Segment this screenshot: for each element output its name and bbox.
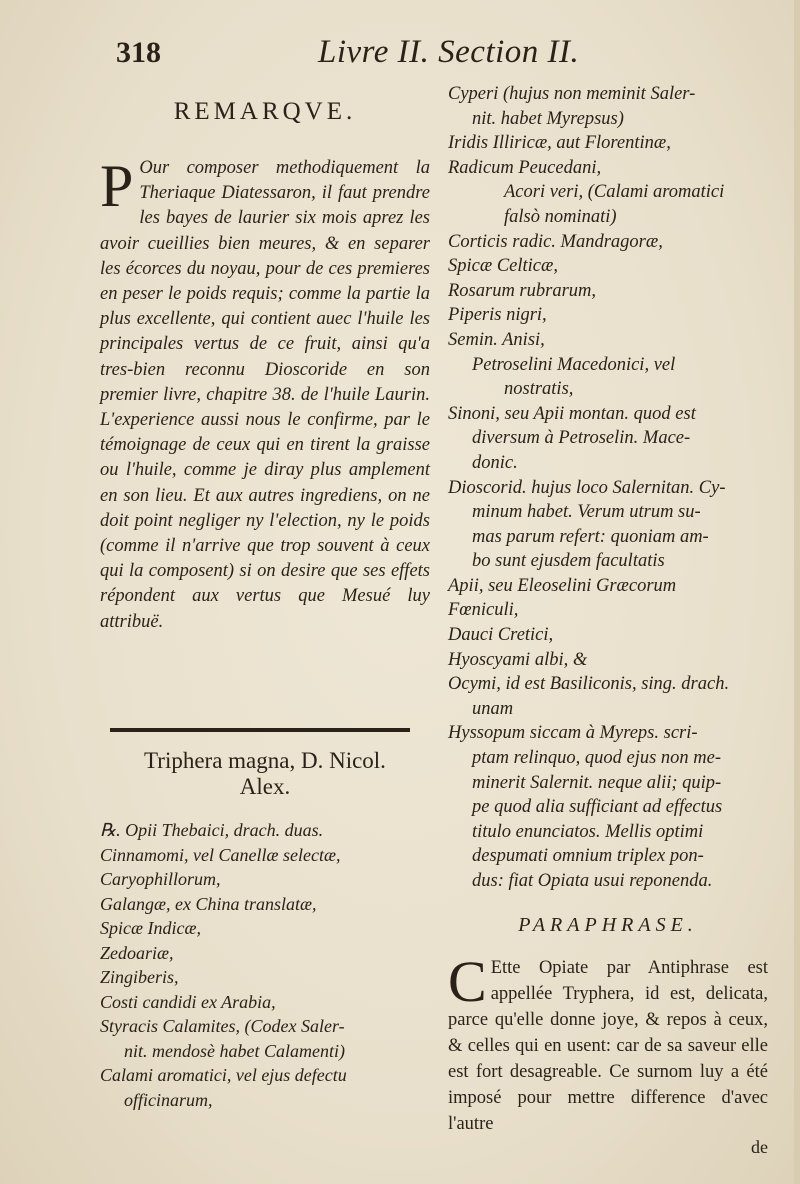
ingredient-line: Zedoariæ, [100, 942, 174, 963]
paraphrase-dropcap: C [448, 948, 487, 1014]
catchword: de [751, 1136, 768, 1157]
ingredient-line: minum habet. Verum utrum su- [472, 502, 701, 523]
right-column [448, 82, 768, 1158]
remarque-dropcap: P [100, 153, 134, 219]
ingredient-line: falsò nominati) [504, 206, 617, 227]
ingredient-line: nit. habet Myrepsus) [472, 108, 624, 129]
running-title: Livre II. Section II. [318, 34, 580, 70]
ingredient-line: Fœniculi, [448, 600, 519, 621]
ingredient-line: Petroselini Macedonici, vel [472, 354, 676, 375]
ingredient-line: bo sunt ejusdem facultatis [472, 551, 665, 572]
paraphrase-paragraph [448, 948, 768, 1137]
ingredient-line: Galangæ, ex China translatæ, [100, 893, 317, 914]
recipe-section [100, 748, 430, 1112]
paraphrase-heading: PARAPHRASE. [518, 913, 698, 936]
ingredient-line: officinarum, [124, 1089, 213, 1110]
page-edge [794, 0, 800, 1184]
ingredient-line: pe quod alia sufficiant ad effectus [472, 797, 723, 818]
ingredient-line: despumati omnium triplex pon- [472, 846, 704, 867]
ingredient-line: Apii, seu Eleoselini Græcorum [448, 575, 677, 596]
ingredient-line: Zingiberis, [100, 967, 179, 987]
ingredient-line: minerit Salernit. neque alii; quip- [472, 772, 722, 793]
ingredient-line: Semin. Anisi, [448, 329, 545, 350]
ingredient-line: titulo enunciatos. Mellis optimi [472, 821, 704, 842]
ingredient-line: donic. [472, 452, 518, 473]
ingredient-line: Spicæ Celticæ, [448, 256, 558, 277]
recipe-title-line2: Alex. [239, 774, 291, 799]
ingredient-line: Rosarum rubrarum, [448, 280, 597, 301]
ingredient-line: Costi candidi ex Arabia, [100, 991, 276, 1012]
page-number: 318 [116, 36, 161, 69]
ingredient-line: dus: fiat Opiata usui reponenda. [472, 871, 713, 891]
ingredient-line: diversum à Petroselin. Mace- [472, 428, 691, 449]
ingredient-list-left [100, 818, 430, 1112]
ingredient-line: Sinoni, seu Apii montan. quod est [448, 403, 696, 424]
ingredient-line: ℞. Opii Thebaici, drach. duas. [100, 820, 324, 840]
paraphrase-text: Ette Opiate par Antiphrase est appellée Tryphera, id est, delicata, parce qu'elle donne joye, & repos à ceux, & celles qui en usent: car de sa saveur elle est fort desagreable. Ce surnom luy a été imposé pour mettre difference d'avec l'autre [448, 957, 768, 1134]
ingredient-line: Hyoscyami albi, & [448, 649, 588, 670]
ingredient-line: ptam relinquo, quod ejus non me- [472, 748, 722, 769]
left-column [100, 92, 430, 635]
ingredient-line: Spicæ Indicæ, [100, 918, 201, 938]
ingredient-line: Corticis radic. Mandragoræ, [448, 231, 663, 252]
ingredient-line: Dioscorid. hujus loco Salernitan. Cy- [448, 477, 726, 498]
remarque-text: Our composer methodiquement la Theriaque Diatessaron, il faut prendre les bayes de laurier six mois aprez les avoir cueillies bien meures, & en separer les écorces du noyau, pour de ces premieres en peser le poids requis; comme la partie la plus excellente, qui contient auec l'huile les principales vertus de ce fruit, ainsi qu'a tres-bien reconnu Dioscoride en son premier livre, chapitre 38. de l'huile Laurin. L'experience aussi nous le confirme, par le témoignage de ceux qui en tirent la graisse ou l'huile, comme je diray plus amplement en son lieu. Et aux autres ingrediens, on ne doit point negliger ny l'election, ny le poids (comme il n'arrive que trop souvent à ceux qui la composent) si on desire que ses effets répondent aux vertus que Mesué luy attribuë. [100, 158, 430, 632]
section-divider-rule [110, 728, 410, 732]
ingredient-line: Dauci Cretici, [448, 625, 554, 646]
ingredient-line: Iridis Illiricæ, aut Florentinæ, [448, 133, 671, 154]
ingredient-line: Cyperi (hujus non meminit Saler- [448, 84, 696, 104]
ingredient-line: Caryophillorum, [100, 869, 221, 889]
ingredient-line: Calami aromatici, vel ejus defectu [100, 1065, 347, 1085]
ingredient-line: Ocymi, id est Basiliconis, sing. drach. [448, 674, 730, 695]
remarque-paragraph [100, 153, 430, 635]
ingredient-line: nit. mendosè habet Calamenti) [124, 1040, 345, 1061]
remarque-heading: REMARQVE. [173, 98, 357, 125]
ingredient-line: nostratis, [504, 379, 574, 400]
ingredient-line: Piperis nigri, [448, 305, 547, 326]
ingredient-line: Cinnamomi, vel Canellæ selectæ, [100, 844, 341, 865]
page-header [110, 30, 790, 78]
ingredient-line: Styracis Calamites, (Codex Saler- [100, 1016, 345, 1036]
ingredient-line: mas parum refert: quoniam am- [472, 526, 709, 547]
ingredient-list-right [448, 82, 768, 894]
ingredient-line: Hyssopum siccam à Myreps. scri- [448, 723, 698, 744]
recipe-title-line1: Triphera magna, D. Nicol. [144, 748, 386, 773]
ingredient-line: Acori veri, (Calami aromatici [504, 182, 725, 203]
ingredient-line: unam [472, 698, 514, 719]
ingredient-line: Radicum Peucedani, [448, 157, 602, 178]
